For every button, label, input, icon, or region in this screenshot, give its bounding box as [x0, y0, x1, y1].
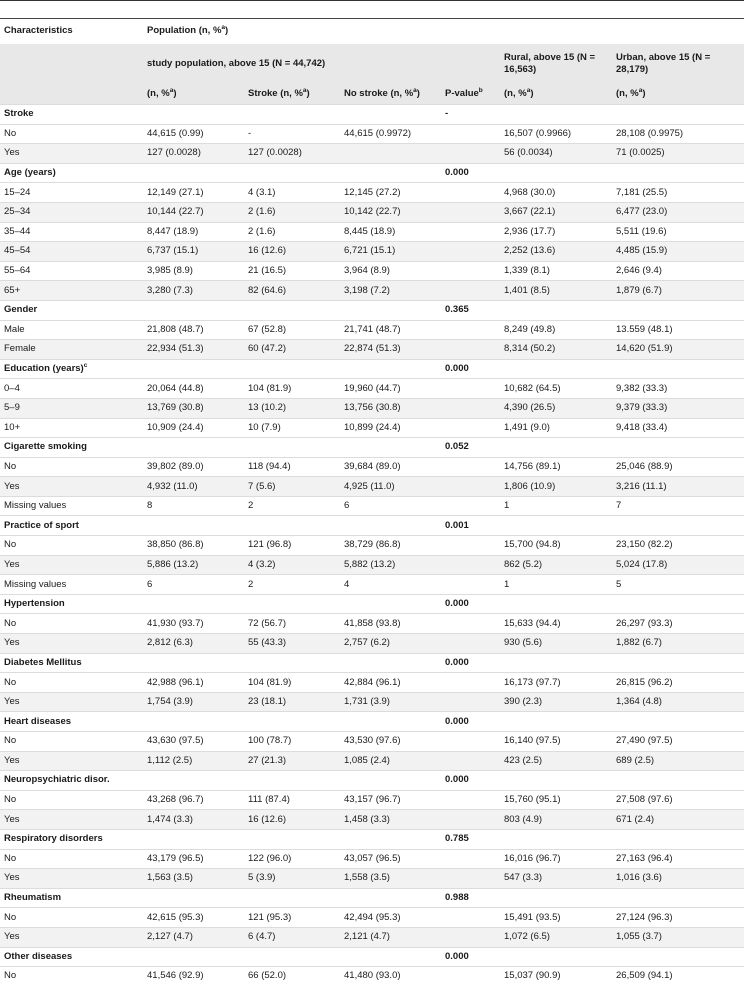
cell-nostroke: 13,756 (30.8)	[340, 398, 441, 418]
cell-nostroke: 2,757 (6.2)	[340, 634, 441, 654]
cell-urban: 2,646 (9.4)	[612, 261, 744, 281]
cell-urban: 6,477 (23.0)	[612, 202, 744, 222]
section-label: Respiratory disorders	[0, 829, 143, 849]
cell-stroke: 4 (3.2)	[244, 555, 340, 575]
cell-stroke: 23 (18.1)	[244, 692, 340, 712]
cell-urban: 1,879 (6.7)	[612, 281, 744, 301]
table-row	[0, 673, 744, 693]
table-row	[0, 555, 744, 575]
p-value: 0.000	[441, 163, 500, 183]
cell-stroke: 10 (7.9)	[244, 418, 340, 438]
cell-urban: 7,181 (25.5)	[612, 183, 744, 203]
cell-urban: 5,511 (19.6)	[612, 222, 744, 242]
row-label: 35–44	[0, 222, 143, 242]
row-label: 25–34	[0, 202, 143, 222]
cell-nostroke: 41,480 (93.0)	[340, 967, 441, 986]
cell-rural: 862 (5.2)	[500, 555, 612, 575]
cell-n: 8	[143, 496, 244, 516]
cell-rural: 16,016 (96.7)	[500, 849, 612, 869]
p-value: 0.000	[441, 594, 500, 614]
cell-urban: 9,418 (33.4)	[612, 418, 744, 438]
p-value: 0.785	[441, 829, 500, 849]
cell-rural: 14,756 (89.1)	[500, 457, 612, 477]
cell-n: 1,474 (3.3)	[143, 810, 244, 830]
section-label: Stroke	[0, 105, 143, 125]
p-value: 0.000	[441, 653, 500, 673]
table-row	[0, 320, 744, 340]
cell-rural: 2,936 (17.7)	[500, 222, 612, 242]
row-label: No	[0, 967, 143, 986]
table-row	[0, 732, 744, 752]
cell-nostroke: 1,558 (3.5)	[340, 869, 441, 889]
cell-nostroke: 44,615 (0.9972)	[340, 124, 441, 144]
p-value: 0.001	[441, 516, 500, 536]
cell-nostroke: 43,530 (97.6)	[340, 732, 441, 752]
cell-urban: 1,055 (3.7)	[612, 927, 744, 947]
cell-nostroke: 1,085 (2.4)	[340, 751, 441, 771]
table-row	[0, 183, 744, 203]
header-col-n: (n, %$^a$)	[143, 84, 244, 105]
section-label: Gender	[0, 300, 143, 320]
header-urban: Urban, above 15 (N = 28,179)	[612, 44, 744, 85]
cell-urban: 1,016 (3.6)	[612, 869, 744, 889]
row-label: Missing values	[0, 496, 143, 516]
cell-nostroke: 3,198 (7.2)	[340, 281, 441, 301]
cell-stroke: 60 (47.2)	[244, 340, 340, 360]
cell-nostroke: 10,899 (24.4)	[340, 418, 441, 438]
cell-n: 42,615 (95.3)	[143, 908, 244, 928]
cell-rural: 547 (3.3)	[500, 869, 612, 889]
cell-rural: 16,140 (97.5)	[500, 732, 612, 752]
cell-stroke: 72 (56.7)	[244, 614, 340, 634]
cell-urban: 27,124 (96.3)	[612, 908, 744, 928]
row-label: No	[0, 732, 143, 752]
section-row	[0, 771, 744, 791]
cell-n: 22,934 (51.3)	[143, 340, 244, 360]
cell-rural: 1	[500, 575, 612, 595]
cell-nostroke: 1,458 (3.3)	[340, 810, 441, 830]
row-label: 0–4	[0, 379, 143, 399]
cell-rural: 390 (2.3)	[500, 692, 612, 712]
cell-nostroke: 10,142 (22.7)	[340, 202, 441, 222]
table-row	[0, 477, 744, 497]
cell-urban: 27,490 (97.5)	[612, 732, 744, 752]
cell-urban: 5,024 (17.8)	[612, 555, 744, 575]
header-col-rural-n: (n, %$^a$)	[500, 84, 612, 105]
section-label: Other diseases	[0, 947, 143, 967]
cell-n: 1,754 (3.9)	[143, 692, 244, 712]
table-row	[0, 144, 744, 164]
cell-rural: 15,491 (93.5)	[500, 908, 612, 928]
cell-nostroke	[340, 144, 441, 164]
cell-urban: 71 (0.0025)	[612, 144, 744, 164]
cell-urban: 4,485 (15.9)	[612, 242, 744, 262]
row-label: 10+	[0, 418, 143, 438]
row-label: Yes	[0, 634, 143, 654]
header-row-2	[0, 44, 744, 85]
table-row	[0, 927, 744, 947]
cell-nostroke: 5,882 (13.2)	[340, 555, 441, 575]
p-value: 0.365	[441, 300, 500, 320]
table-row	[0, 810, 744, 830]
cell-nostroke: 43,057 (96.5)	[340, 849, 441, 869]
section-row	[0, 712, 744, 732]
p-value: 0.000	[441, 712, 500, 732]
section-label: Practice of sport	[0, 516, 143, 536]
cell-n: 41,546 (92.9)	[143, 967, 244, 986]
table-row	[0, 261, 744, 281]
header-col-pvalue: P-value$^b$	[441, 84, 500, 105]
cell-urban: 7	[612, 496, 744, 516]
section-label: Age (years)	[0, 163, 143, 183]
cell-n: 5,886 (13.2)	[143, 555, 244, 575]
row-label: Yes	[0, 477, 143, 497]
cell-rural: 15,037 (90.9)	[500, 967, 612, 986]
cell-urban: 27,163 (96.4)	[612, 849, 744, 869]
cell-nostroke: 42,884 (96.1)	[340, 673, 441, 693]
section-row	[0, 105, 744, 125]
cell-rural: 15,760 (95.1)	[500, 790, 612, 810]
cell-urban: 27,508 (97.6)	[612, 790, 744, 810]
cell-nostroke: 22,874 (51.3)	[340, 340, 441, 360]
table-row	[0, 692, 744, 712]
cell-urban: 25,046 (88.9)	[612, 457, 744, 477]
cell-nostroke: 19,960 (44.7)	[340, 379, 441, 399]
cell-rural: 4,390 (26.5)	[500, 398, 612, 418]
cell-stroke: 111 (87.4)	[244, 790, 340, 810]
section-row	[0, 653, 744, 673]
cell-n: 43,179 (96.5)	[143, 849, 244, 869]
cell-rural: 1,401 (8.5)	[500, 281, 612, 301]
cell-nostroke: 1,731 (3.9)	[340, 692, 441, 712]
section-label: Rheumatism	[0, 888, 143, 908]
table-row	[0, 967, 744, 986]
table-row	[0, 790, 744, 810]
cell-rural: 1,339 (8.1)	[500, 261, 612, 281]
cell-nostroke: 4,925 (11.0)	[340, 477, 441, 497]
cell-rural: 8,314 (50.2)	[500, 340, 612, 360]
table-row	[0, 536, 744, 556]
cell-nostroke: 3,964 (8.9)	[340, 261, 441, 281]
row-label: Yes	[0, 144, 143, 164]
row-label: 55–64	[0, 261, 143, 281]
cell-stroke: 121 (95.3)	[244, 908, 340, 928]
table-row	[0, 340, 744, 360]
p-value: 0.052	[441, 438, 500, 458]
cell-n: 2,812 (6.3)	[143, 634, 244, 654]
cell-stroke: 6 (4.7)	[244, 927, 340, 947]
cell-nostroke: 42,494 (95.3)	[340, 908, 441, 928]
cell-n: 8,447 (18.9)	[143, 222, 244, 242]
cell-n: 43,630 (97.5)	[143, 732, 244, 752]
row-label: No	[0, 849, 143, 869]
cell-n: 39,802 (89.0)	[143, 457, 244, 477]
cell-stroke: 2	[244, 575, 340, 595]
cell-stroke: 5 (3.9)	[244, 869, 340, 889]
cell-n: 127 (0.0028)	[143, 144, 244, 164]
cell-urban: 3,216 (11.1)	[612, 477, 744, 497]
cell-n: 6	[143, 575, 244, 595]
cell-nostroke: 38,729 (86.8)	[340, 536, 441, 556]
section-label: Hypertension	[0, 594, 143, 614]
cell-rural: 2,252 (13.6)	[500, 242, 612, 262]
row-label: Yes	[0, 751, 143, 771]
row-label: Yes	[0, 810, 143, 830]
cell-stroke: 27 (21.3)	[244, 751, 340, 771]
cell-n: 10,144 (22.7)	[143, 202, 244, 222]
row-label: 15–24	[0, 183, 143, 203]
cell-rural: 56 (0.0034)	[500, 144, 612, 164]
section-row	[0, 438, 744, 458]
cell-urban: 689 (2.5)	[612, 751, 744, 771]
section-label: Cigarette smoking	[0, 438, 143, 458]
cell-rural: 16,173 (97.7)	[500, 673, 612, 693]
cell-stroke: 2	[244, 496, 340, 516]
row-label: Yes	[0, 869, 143, 889]
table-row	[0, 379, 744, 399]
cell-stroke: 104 (81.9)	[244, 673, 340, 693]
cell-nostroke: 6,721 (15.1)	[340, 242, 441, 262]
header-row-1	[0, 19, 744, 44]
cell-nostroke: 4	[340, 575, 441, 595]
cell-n: 6,737 (15.1)	[143, 242, 244, 262]
cell-urban: 28,108 (0.9975)	[612, 124, 744, 144]
section-row	[0, 888, 744, 908]
section-label: Diabetes Mellitus	[0, 653, 143, 673]
cell-nostroke: 43,157 (96.7)	[340, 790, 441, 810]
row-label: Yes	[0, 692, 143, 712]
cell-rural: 16,507 (0.9966)	[500, 124, 612, 144]
cell-urban: 26,297 (93.3)	[612, 614, 744, 634]
cell-stroke: 104 (81.9)	[244, 379, 340, 399]
cell-stroke: 16 (12.6)	[244, 810, 340, 830]
section-label: Education (years)$^c$	[0, 359, 143, 379]
cell-urban: 671 (2.4)	[612, 810, 744, 830]
cell-stroke: 100 (78.7)	[244, 732, 340, 752]
cell-stroke: 66 (52.0)	[244, 967, 340, 986]
cell-urban: 9,382 (33.3)	[612, 379, 744, 399]
row-label: No	[0, 908, 143, 928]
p-value: 0.000	[441, 359, 500, 379]
section-row	[0, 829, 744, 849]
cell-n: 3,280 (7.3)	[143, 281, 244, 301]
section-row	[0, 594, 744, 614]
p-value: 0.000	[441, 947, 500, 967]
cell-n: 41,930 (93.7)	[143, 614, 244, 634]
cell-stroke: 4 (3.1)	[244, 183, 340, 203]
cell-n: 42,988 (96.1)	[143, 673, 244, 693]
row-label: No	[0, 673, 143, 693]
section-row	[0, 163, 744, 183]
cell-urban: 1,882 (6.7)	[612, 634, 744, 654]
section-row	[0, 947, 744, 967]
header-study-population: study population, above 15 (N = 44,742)	[143, 44, 500, 85]
table-row	[0, 751, 744, 771]
cell-stroke: 118 (94.4)	[244, 457, 340, 477]
table-row	[0, 281, 744, 301]
cell-urban: 13.559 (48.1)	[612, 320, 744, 340]
cell-stroke: 122 (96.0)	[244, 849, 340, 869]
section-row	[0, 300, 744, 320]
cell-urban: 5	[612, 575, 744, 595]
row-label: Yes	[0, 555, 143, 575]
section-label: Neuropsychiatric disor.	[0, 771, 143, 791]
top-rule	[0, 0, 744, 1]
row-label: No	[0, 536, 143, 556]
header-col-urban-n: (n, %$^a$)	[612, 84, 744, 105]
cell-stroke: 16 (12.6)	[244, 242, 340, 262]
cell-urban: 9,379 (33.3)	[612, 398, 744, 418]
cell-urban: 23,150 (82.2)	[612, 536, 744, 556]
row-label: No	[0, 790, 143, 810]
row-label: Female	[0, 340, 143, 360]
table-row	[0, 634, 744, 654]
row-label: 45–54	[0, 242, 143, 262]
cell-nostroke: 2,121 (4.7)	[340, 927, 441, 947]
cell-stroke: 127 (0.0028)	[244, 144, 340, 164]
table-row	[0, 418, 744, 438]
cell-rural: 1	[500, 496, 612, 516]
table-row	[0, 869, 744, 889]
cell-n: 10,909 (24.4)	[143, 418, 244, 438]
cell-n: 4,932 (11.0)	[143, 477, 244, 497]
cell-stroke: 67 (52.8)	[244, 320, 340, 340]
table-row	[0, 496, 744, 516]
cell-urban: 26,509 (94.1)	[612, 967, 744, 986]
cell-stroke: 13 (10.2)	[244, 398, 340, 418]
cell-rural: 10,682 (64.5)	[500, 379, 612, 399]
row-label: No	[0, 457, 143, 477]
row-label: No	[0, 124, 143, 144]
cell-nostroke: 39,684 (89.0)	[340, 457, 441, 477]
cell-n: 1,112 (2.5)	[143, 751, 244, 771]
row-label: 5–9	[0, 398, 143, 418]
table-row	[0, 614, 744, 634]
header-population: Population (n, %$^a$)	[143, 19, 744, 44]
table-row	[0, 124, 744, 144]
header-rural: Rural, above 15 (N = 16,563)	[500, 44, 612, 85]
cell-rural: 803 (4.9)	[500, 810, 612, 830]
characteristics-table	[0, 18, 744, 986]
cell-n: 1,563 (3.5)	[143, 869, 244, 889]
cell-stroke: 2 (1.6)	[244, 202, 340, 222]
table-row	[0, 575, 744, 595]
cell-stroke: 21 (16.5)	[244, 261, 340, 281]
cell-n: 44,615 (0.99)	[143, 124, 244, 144]
cell-stroke: 82 (64.6)	[244, 281, 340, 301]
cell-rural: 4,968 (30.0)	[500, 183, 612, 203]
cell-rural: 930 (5.6)	[500, 634, 612, 654]
cell-n: 3,985 (8.9)	[143, 261, 244, 281]
table-row	[0, 222, 744, 242]
table-row	[0, 398, 744, 418]
section-row	[0, 516, 744, 536]
cell-nostroke: 12,145 (27.2)	[340, 183, 441, 203]
cell-n: 20,064 (44.8)	[143, 379, 244, 399]
cell-nostroke: 41,858 (93.8)	[340, 614, 441, 634]
cell-urban: 14,620 (51.9)	[612, 340, 744, 360]
cell-stroke: -	[244, 124, 340, 144]
cell-n: 21,808 (48.7)	[143, 320, 244, 340]
table-row	[0, 242, 744, 262]
cell-rural: 423 (2.5)	[500, 751, 612, 771]
header-row-3	[0, 84, 744, 105]
cell-rural: 1,491 (9.0)	[500, 418, 612, 438]
cell-stroke: 121 (96.8)	[244, 536, 340, 556]
section-row	[0, 359, 744, 379]
table-row	[0, 457, 744, 477]
cell-stroke: 2 (1.6)	[244, 222, 340, 242]
cell-rural: 1,806 (10.9)	[500, 477, 612, 497]
cell-stroke: 7 (5.6)	[244, 477, 340, 497]
p-value: -	[441, 105, 500, 125]
header-col-nostroke: No stroke (n, %$^a$)	[340, 84, 441, 105]
cell-n: 38,850 (86.8)	[143, 536, 244, 556]
cell-n: 12,149 (27.1)	[143, 183, 244, 203]
cell-rural: 1,072 (6.5)	[500, 927, 612, 947]
cell-rural: 3,667 (22.1)	[500, 202, 612, 222]
cell-n: 2,127 (4.7)	[143, 927, 244, 947]
p-value: 0.000	[441, 771, 500, 791]
table-row	[0, 202, 744, 222]
row-label: Yes	[0, 927, 143, 947]
row-label: 65+	[0, 281, 143, 301]
cell-rural: 8,249 (49.8)	[500, 320, 612, 340]
cell-nostroke: 6	[340, 496, 441, 516]
row-label: Missing values	[0, 575, 143, 595]
cell-stroke: 55 (43.3)	[244, 634, 340, 654]
cell-urban: 26,815 (96.2)	[612, 673, 744, 693]
row-label: No	[0, 614, 143, 634]
cell-rural: 15,700 (94.8)	[500, 536, 612, 556]
header-col-stroke: Stroke (n, %$^a$)	[244, 84, 340, 105]
cell-nostroke: 21,741 (48.7)	[340, 320, 441, 340]
header-characteristics: Characteristics	[0, 19, 143, 44]
cell-rural: 15,633 (94.4)	[500, 614, 612, 634]
cell-n: 43,268 (96.7)	[143, 790, 244, 810]
table-row	[0, 849, 744, 869]
section-label: Heart diseases	[0, 712, 143, 732]
p-value: 0.988	[441, 888, 500, 908]
cell-urban: 1,364 (4.8)	[612, 692, 744, 712]
table-row	[0, 908, 744, 928]
row-label: Male	[0, 320, 143, 340]
cell-nostroke: 8,445 (18.9)	[340, 222, 441, 242]
cell-n: 13,769 (30.8)	[143, 398, 244, 418]
